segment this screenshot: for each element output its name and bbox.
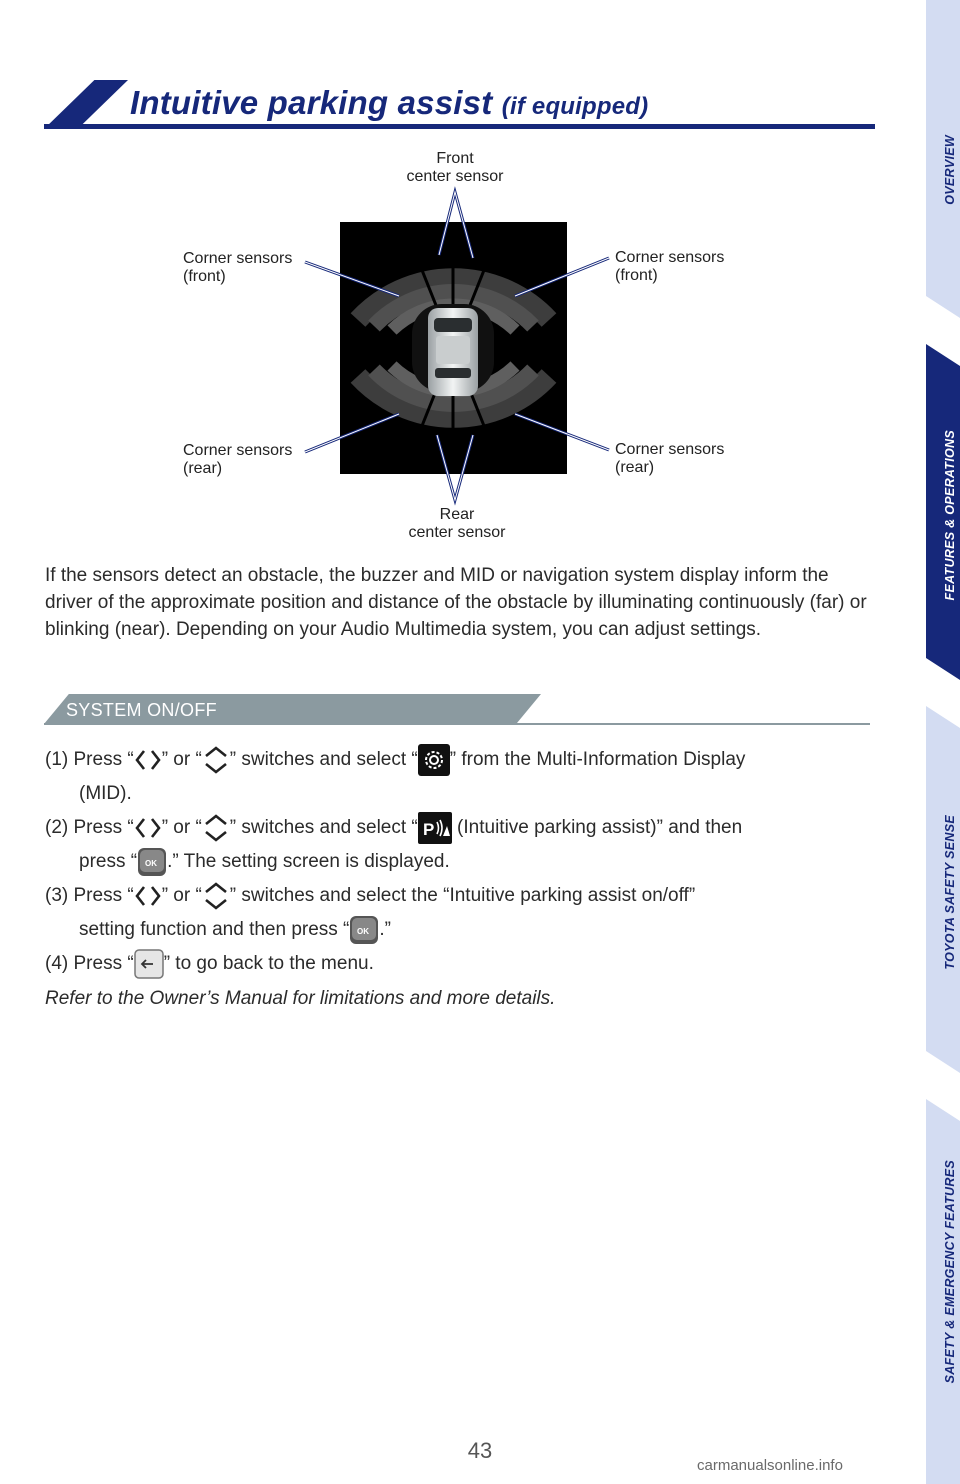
label-rear-center-sensor: Rear center sensor [408,506,506,541]
label-corner-rear-right: Corner sensors (rear) [615,441,725,476]
left-right-arrows-icon [134,748,162,772]
svg-text:OK: OK [357,926,370,936]
sensor-leader-lines [0,0,960,560]
side-tab-toyota-safety-sense[interactable]: TOYOTA SAFETY SENSE [943,815,957,970]
step-1: (1) Press “ ” or “ ” switches and select “ ” from the Multi-Information Display [45,743,745,777]
step-2-continued: press “ OK .” The setting screen is displayed. [79,845,450,879]
step-2: (2) Press “ ” or “ ” switches and select “ P (Intuitive parking assist)” and then [45,811,742,845]
label-corner-rear-left: Corner sensors (rear) [183,442,293,477]
page-title-main: Intuitive parking assist [130,84,493,121]
up-down-arrows-icon [202,813,230,843]
label-corner-front-left: Corner sensors (front) [183,250,293,285]
step-1-continued: (MID). [79,783,132,804]
limitations-note: Refer to the Owner’s Manual for limitations and more details. [45,988,556,1009]
page-number: 43 [467,1438,493,1463]
side-tab-safety-emergency[interactable]: SAFETY & EMERGENCY FEATURES [943,1160,957,1384]
page-title-subtitle: (if equipped) [501,93,649,120]
up-down-arrows-icon [202,881,230,911]
step-3-continued: setting function and then press “ OK .” [79,913,391,947]
side-tab-features-operations[interactable]: FEATURES & OPERATIONS [943,430,957,601]
parking-assist-icon [418,812,452,844]
step-4: (4) Press “ ” to go back to the menu. [45,947,374,981]
up-down-arrows-icon [202,745,230,775]
side-tab-overview[interactable]: OVERVIEW [943,135,957,205]
svg-text:P: P [422,819,435,839]
intro-paragraph: If the sensors detect an obstacle, the buzzer and MID or navigation system display inform the driver of the approximate position and distance of the obstacle by illuminating continuously (far) or blinking (near). Depending on your Audio Multimedia system, you can adjust settings. [45,565,867,640]
label-front-center-sensor: Front center sensor [406,150,504,185]
ok-button-icon [349,915,379,945]
svg-text:OK: OK [145,858,158,868]
ok-button-icon [137,847,167,877]
watermark: carmanualsonline.info [697,1457,843,1474]
back-button-icon [134,949,164,979]
left-right-arrows-icon [134,816,162,840]
section-rule [44,723,870,725]
settings-gear-icon [418,744,450,776]
step-3: (3) Press “ ” or “ ” switches and select the “Intuitive parking assist on/off” [45,879,695,913]
label-corner-front-right: Corner sensors (front) [615,249,725,284]
section-title: SYSTEM ON/OFF [66,700,217,720]
left-right-arrows-icon [134,884,162,908]
